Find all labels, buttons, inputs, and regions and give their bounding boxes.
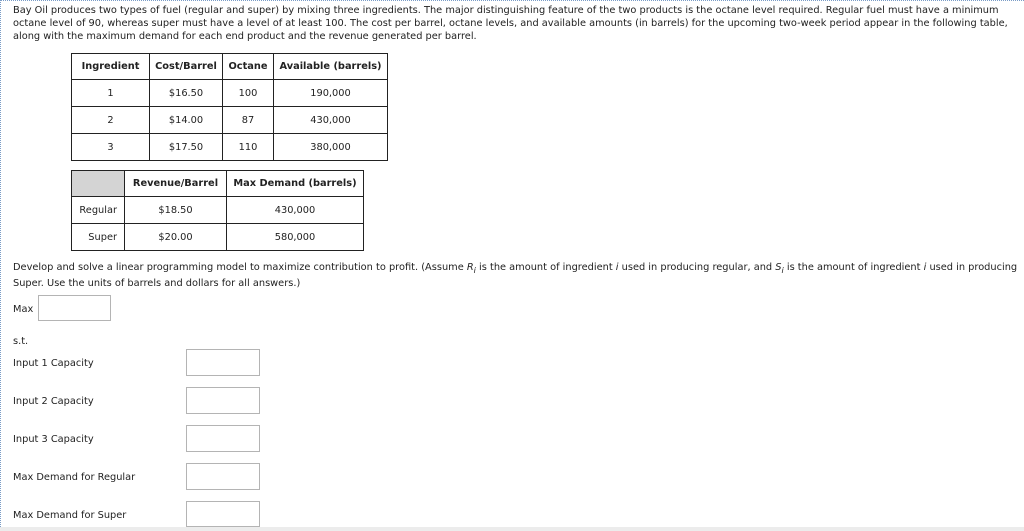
variable-i: i	[615, 262, 619, 273]
table-cell: 1	[72, 80, 150, 107]
constraint-label-demand-super: Max Demand for Super	[13, 510, 127, 521]
table-header-row	[72, 54, 388, 80]
table-cell: 430,000	[227, 197, 364, 224]
table-cell: $18.50	[125, 197, 227, 224]
table-row	[72, 107, 388, 134]
table-header-row	[72, 171, 364, 197]
instructions-part: used in producing Super. Use the units of barrels and dollars for all answers.)	[13, 262, 1018, 290]
constraint-input-demand-super[interactable]	[186, 501, 260, 527]
constraint-input-1[interactable]	[186, 349, 260, 376]
problem-intro: Bay Oil produces two types of fuel (regular and super) by mixing three ingredients. The major distinguishing feature of the two products is the octane level required. Regular fuel must have a minimum octane level of 90, whereas super must have a level of at least 100. The cost per barrel, octane levels, and available amounts (in barrels) for the upcoming two-week period appear in the following table, along with the maximum demand for each end product and the revenue generated per barrel.	[13, 5, 1008, 43]
left-border	[0, 0, 1, 531]
table-row	[72, 197, 364, 224]
table-row	[72, 224, 364, 251]
table-cell: 580,000	[227, 224, 364, 251]
table-row	[72, 80, 388, 107]
table-cell: $20.00	[125, 224, 227, 251]
table-cell: 380,000	[274, 134, 388, 161]
col-header-octane: Octane	[223, 54, 274, 80]
subscript-i: i	[473, 264, 476, 275]
variable-s: S	[775, 262, 782, 273]
max-label: Max	[13, 304, 34, 315]
instructions-part: Develop and solve a linear programming model to maximize contribution to profit. (Assume	[13, 262, 467, 273]
table-cell: 100	[223, 80, 274, 107]
col-header-ingredient: Ingredient	[72, 54, 150, 80]
products-table	[71, 170, 364, 251]
constraint-label-demand-regular: Max Demand for Regular	[13, 472, 136, 483]
table-cell: 190,000	[274, 80, 388, 107]
col-header-empty	[72, 171, 125, 197]
table-cell: $14.00	[150, 107, 223, 134]
col-header-cost: Cost/Barrel	[150, 54, 223, 80]
instructions-text	[13, 261, 1018, 290]
constraint-label-input-2: Input 2 Capacity	[13, 396, 94, 407]
table-row	[72, 134, 388, 161]
table-cell: 110	[223, 134, 274, 161]
table-cell: 2	[72, 107, 150, 134]
row-label-regular: Regular	[72, 197, 125, 224]
objective-input[interactable]	[38, 295, 111, 321]
instructions-part: is the amount of ingredient	[475, 262, 616, 273]
row-label-super: Super	[72, 224, 125, 251]
variable-i: i	[923, 262, 927, 273]
variable-r: R	[466, 262, 474, 273]
st-label: s.t.	[13, 336, 29, 347]
constraint-label-input-3: Input 3 Capacity	[13, 434, 94, 445]
col-header-revenue: Revenue/Barrel	[125, 171, 227, 197]
subscript-i: i	[781, 264, 784, 275]
instructions-part: used in producing regular, and	[618, 262, 776, 273]
instructions-part: is the amount of ingredient	[783, 262, 924, 273]
constraint-input-2[interactable]	[186, 387, 260, 414]
top-border	[0, 0, 1024, 1]
ingredients-table	[71, 53, 388, 161]
col-header-max-demand: Max Demand (barrels)	[227, 171, 364, 197]
table-cell: 3	[72, 134, 150, 161]
table-cell: 87	[223, 107, 274, 134]
constraint-label-input-1: Input 1 Capacity	[13, 358, 94, 369]
table-cell: 430,000	[274, 107, 388, 134]
constraint-input-demand-regular[interactable]	[186, 463, 260, 490]
constraint-input-3[interactable]	[186, 425, 260, 452]
col-header-available: Available (barrels)	[274, 54, 388, 80]
bottom-scroll-edge	[0, 527, 1024, 531]
table-cell: $17.50	[150, 134, 223, 161]
table-cell: $16.50	[150, 80, 223, 107]
